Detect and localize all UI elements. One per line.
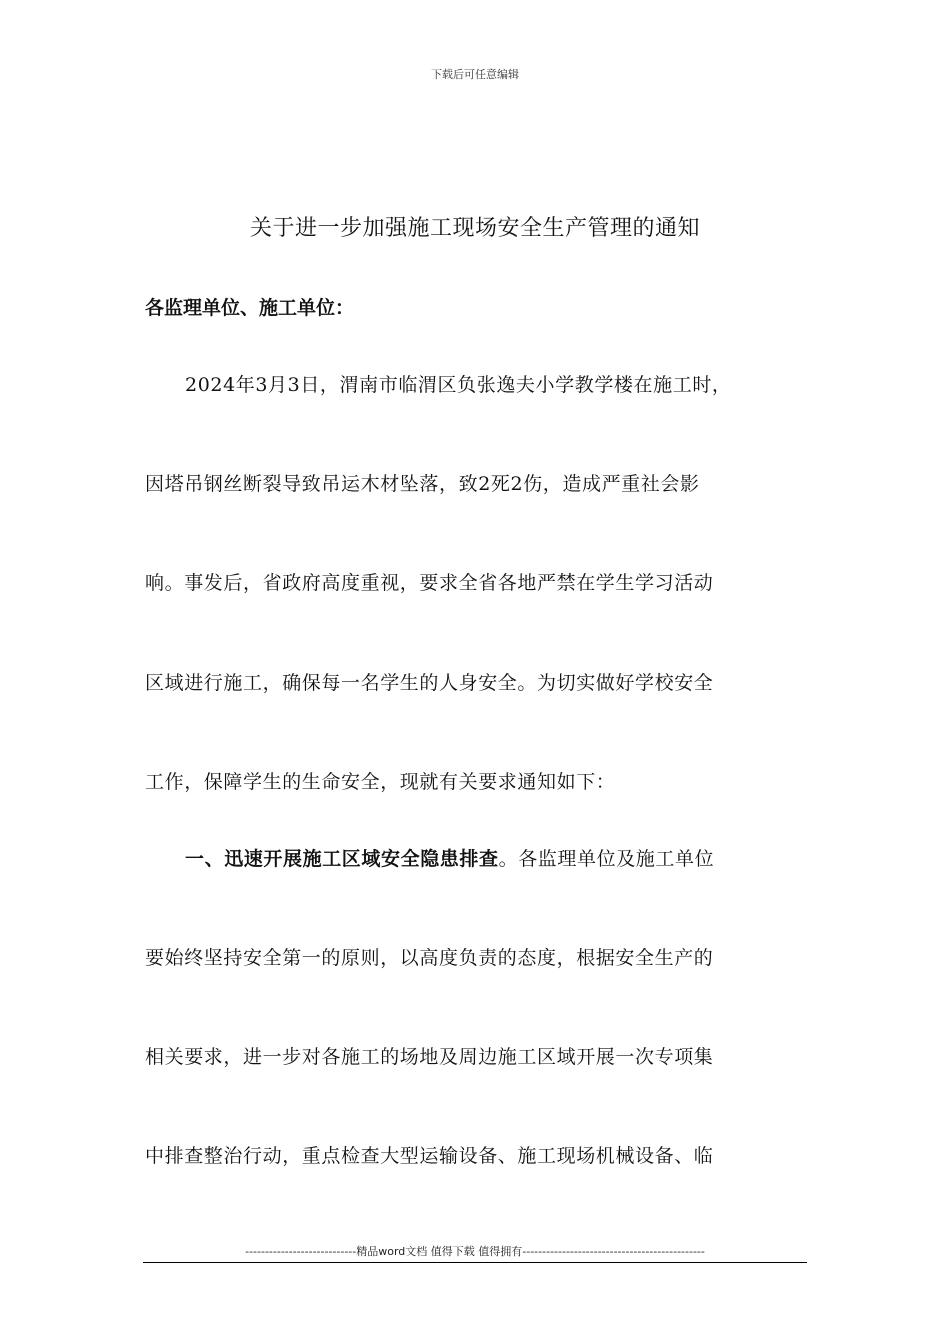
header-note: 下载后可任意编辑 [431, 68, 519, 81]
footer-text: ----------------------------精品word文档 值得下载 值得拥有---------------------------------------------- [245, 1245, 705, 1258]
body-line-3: 响。事发后，省政府高度重视，要求全省各地严禁在学生学习活动 [145, 572, 714, 594]
body-line-2: 因塔吊钢丝断裂导致吊运木材坠落，致2死2伤，造成严重社会影 [145, 473, 700, 495]
body-line-4: 区域进行施工，确保每一名学生的人身安全。为切实做好学校安全 [145, 672, 714, 694]
body-line-1: 2024年3月3日，渭南市临渭区负张逸夫小学教学楼在施工时， [185, 374, 732, 396]
footer-rule [143, 1262, 807, 1263]
body-line-5: 工作，保障学生的生命安全，现就有关要求通知如下： [145, 771, 616, 793]
body-line-8: 相关要求，进一步对各施工的场地及周边施工区域开展一次专项集 [145, 1046, 714, 1068]
body-line-9: 中排查整治行动，重点检查大型运输设备、施工现场机械设备、临 [145, 1145, 714, 1167]
body-line-7: 要始终坚持安全第一的原则，以高度负责的态度，根据安全生产的 [145, 947, 714, 969]
section-1-text: 。各监理单位及施工单位 [498, 848, 715, 870]
section-1-line-1 [145, 844, 805, 871]
section-1-heading: 一、迅速开展施工区域安全隐患排查 [185, 848, 499, 870]
salutation: 各监理单位、施工单位： [145, 297, 355, 319]
document-title: 关于进一步加强施工现场安全生产管理的通知 [249, 216, 700, 241]
